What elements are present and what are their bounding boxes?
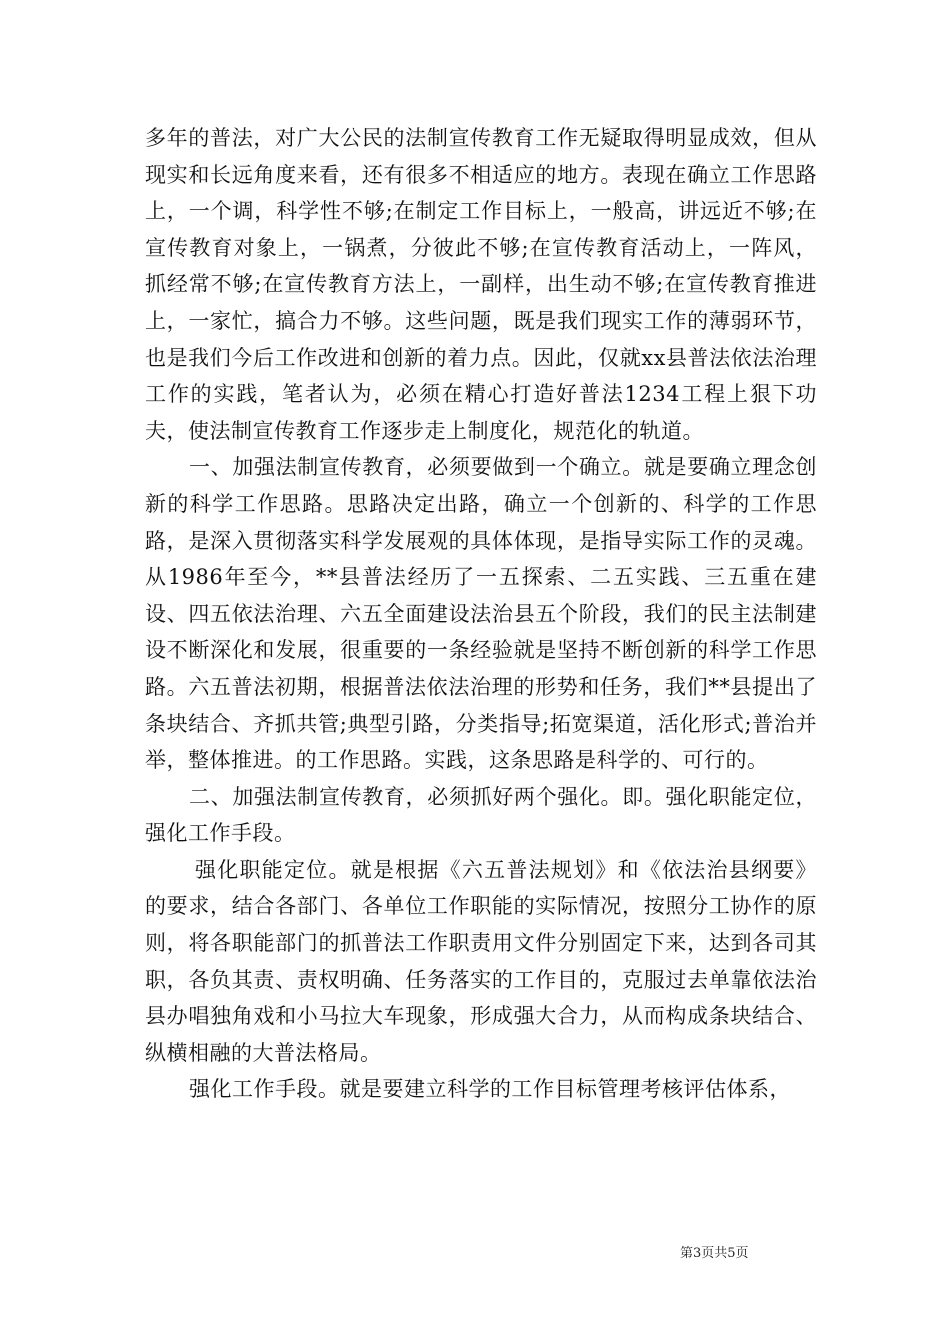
paragraph-work-means: 强化工作手段。就是要建立科学的工作目标管理考核评估体系， — [189, 1077, 791, 1102]
paragraph-function-positioning: 强化职能定位。就是根据《六五普法规划》和《依法治县纲要》的要求，结合各部门、各单位工作职能的实际情况，按照分工协作的原则，将各职能部门的抓普法工作职责用文件分别固定下来，达到各司其职，各负其责、责权明确、任务落实的工作目的，克服过去单靠依法治县办唱独角戏和小马拉大车现象，形成强大合力，从而构成条块结合、纵横相融的大普法格局。 — [145, 857, 817, 1065]
paragraph-intro: 多年的普法，对广大公民的法制宣传教育工作无疑取得明显成效，但从现实和长远角度来看，还有很多不相适应的地方。表现在确立工作思路上，一个调，科学性不够;在制定工作目标上，一般高，讲远近不够;在宣传教育对象上，一锅煮，分彼此不够;在宣传教育活动上，一阵风，抓经常不够;在宣传教育方法上，一副样，出生动不够;在宣传教育推进上，一家忙，搞合力不够。这些问题，既是我们现实工作的薄弱环节，也是我们今后工作改进和创新的着力点。因此，仅就xx县普法依法治理工作的实践，笔者认为，必须在精心打造好普法1234工程上狠下功夫，使法制宣传教育工作逐步走上制度化，规范化的轨道。 — [145, 126, 817, 443]
paragraph-section-one: 一、加强法制宣传教育，必须要做到一个确立。就是要确立理念创新的科学工作思路。思路决定出路，确立一个创新的、科学的工作思路，是深入贯彻落实科学发展观的具体体现，是指导实际工作的灵魂。从1986年至今，**县普法经历了一五探索、二五实践、三五重在建设、四五依法治理、六五全面建设法治县五个阶段，我们的民主法制建设不断深化和发展，很重要的一条经验就是坚持不断创新的科学工作思路。六五普法初期，根据普法依法治理的形势和任务，我们**县提出了条块结合、齐抓共管;典型引路，分类指导;拓宽渠道，活化形式;普治并举，整体推进。的工作思路。实践，这条思路是科学的、可行的。 — [145, 455, 817, 773]
page-number-footer: 第3页共5页 — [680, 1246, 749, 1261]
paragraph-section-two: 二、加强法制宣传教育，必须抓好两个强化。即。强化职能定位，强化工作手段。 — [145, 784, 817, 846]
document-body — [145, 120, 817, 1108]
